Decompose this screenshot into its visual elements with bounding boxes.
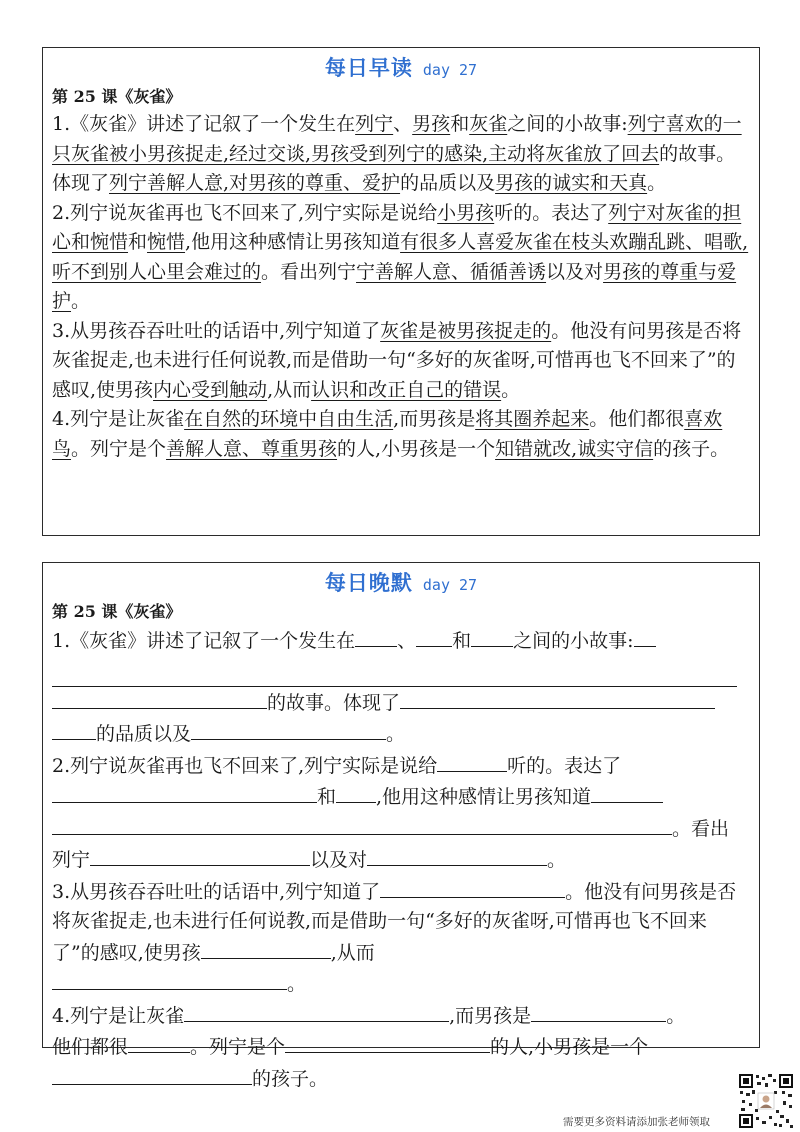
morning-body bbox=[52, 110, 751, 464]
fill-blank[interactable] bbox=[437, 750, 507, 772]
fill-blank[interactable] bbox=[531, 1000, 666, 1022]
fill-blank[interactable] bbox=[634, 625, 656, 647]
answer: 惋惜 bbox=[147, 231, 186, 253]
fill-blank[interactable] bbox=[355, 625, 397, 647]
fill-blank[interactable] bbox=[52, 781, 317, 803]
fill-blank[interactable] bbox=[52, 687, 267, 709]
fill-blank[interactable] bbox=[201, 937, 331, 959]
answer: 宁善解人意、循循善诱 bbox=[356, 260, 547, 283]
evening-paragraph-4: 4.列宁是让灰雀 ,而男孩是 。 bbox=[52, 1000, 751, 1032]
fill-blank[interactable] bbox=[367, 844, 547, 866]
fill-blank[interactable] bbox=[52, 968, 287, 990]
qr-code-icon bbox=[738, 1073, 794, 1129]
answer: 男孩的尊重与爱护 bbox=[52, 260, 737, 312]
evening-paragraph-1: 1.《灰雀》讲述了记叙了一个发生在 、 和 之间的小故事: bbox=[52, 625, 751, 657]
fill-blank[interactable] bbox=[285, 1031, 490, 1053]
fill-blank[interactable] bbox=[52, 813, 672, 835]
morning-paragraph-2: 2.列宁说灰雀再也飞不回来了,列宁实际是说给小男孩听的。表达了列宁对灰雀的担心和惋惜和惋惜,他用这种感情让男孩知道有很多人喜爱灰雀在枝头欢蹦乱跳、唱歌,听不到别人心里会难过的。看出列宁宁善解人意、循循善诱以及对男孩的尊重与爱护。 bbox=[52, 201, 749, 312]
fill-blank[interactable] bbox=[471, 625, 513, 647]
morning-reading-card bbox=[42, 47, 760, 536]
morning-paragraph-3: 3.从男孩吞吞吐吐的话语中,列宁知道了灰雀是被男孩捉走的。他没有问男孩是否将灰雀捉走,也未进行任何说教,而是借助一句“多好的灰雀呀,可惜再也飞不回来了”的感叹,使男孩内心受到触动,从而认识和改正自己的错误。 bbox=[52, 319, 742, 401]
fill-blank[interactable] bbox=[128, 1031, 190, 1053]
fill-blank[interactable] bbox=[184, 1000, 449, 1022]
answer: 喜欢鸟 bbox=[52, 408, 723, 460]
fill-blank[interactable] bbox=[191, 718, 386, 740]
answer: 列宁对灰雀的担心和惋惜 bbox=[52, 201, 742, 253]
fill-blank-line[interactable] bbox=[52, 657, 737, 687]
answer: 列宁善解人意,对男孩的尊重、爱护 bbox=[109, 172, 401, 194]
answer: 善解人意、尊重男孩 bbox=[166, 437, 338, 460]
evening-body: 1.《灰雀》讲述了记叙了一个发生在 、 和 之间的小故事: 的故事。体现了 的品质以及 。 2.列宁说灰雀再也飞不回来了,列宁实际是说给 听的。表达了 和 ,他用这种感情让男孩知道 。看出 列宁 以及对 。 3.从男孩吞吞吐吐的话语中,列宁知道了 。他没有问男孩是否将灰雀捉走,也未进行任何说教,而是借助一句“多好的灰雀呀,可惜再也飞不回来了”的感叹,使男孩 ,从而 。 4.列宁是让灰雀 ,而男孩是 。 他们都很 。列宁是个 的人,小男孩是一个 的孩子。 bbox=[52, 625, 751, 1094]
footer-note: 需要更多资料请添加张老师领取 bbox=[563, 1116, 710, 1128]
answer: 列宁喜欢的一只灰雀被小男孩捉走,经过交谈,男孩受到列宁的感染,主动将灰雀放了回去 bbox=[52, 113, 742, 165]
answer: 知错就改,诚实守信 bbox=[495, 437, 654, 460]
evening-lesson-heading: 第 25 课《灰雀》 bbox=[52, 602, 182, 621]
answer: 将其圈养起来 bbox=[475, 408, 590, 430]
evening-title-text: 每日晚默 bbox=[324, 570, 413, 595]
answer: 内心受到触动 bbox=[153, 378, 268, 401]
answer: 列宁 bbox=[355, 113, 394, 135]
fill-blank[interactable] bbox=[591, 781, 663, 803]
morning-title bbox=[43, 54, 759, 82]
fill-blank[interactable] bbox=[416, 625, 452, 647]
answer: 男孩 bbox=[412, 113, 451, 135]
answer: 男孩的诚实和天真 bbox=[495, 172, 648, 194]
answer: 认识和改正自己的错误 bbox=[311, 378, 502, 401]
answer: 在自然的环境中自由生活 bbox=[184, 408, 394, 430]
morning-paragraph-4: 4.列宁是让灰雀在自然的环境中自由生活,而男孩是将其圈养起来。他们都很喜欢鸟。列宁是个善解人意、尊重男孩的人,小男孩是一个知错就改,诚实守信的孩子。 bbox=[52, 408, 730, 460]
evening-day-label: day 27 bbox=[422, 576, 478, 594]
morning-lesson-heading: 第 25 课《灰雀》 bbox=[52, 87, 182, 106]
answer: 小男孩 bbox=[437, 201, 495, 224]
fill-blank[interactable] bbox=[52, 718, 96, 740]
fill-blank[interactable] bbox=[90, 844, 310, 866]
fill-blank[interactable] bbox=[400, 687, 715, 709]
evening-title bbox=[43, 569, 759, 597]
fill-blank[interactable] bbox=[380, 876, 565, 898]
morning-paragraph-1: 1.《灰雀》讲述了记叙了一个发生在列宁、男孩和灰雀之间的小故事:列宁喜欢的一只灰雀被小男孩捉走,经过交谈,男孩受到列宁的感染,主动将灰雀放了回去的故事。体现了列宁善解人意,对男孩的尊重、爱护的品质以及男孩的诚实和天真。 bbox=[52, 113, 742, 194]
morning-day-label: day 27 bbox=[422, 61, 478, 79]
morning-title-text: 每日早读 bbox=[324, 55, 413, 80]
evening-paragraph-2: 2.列宁说灰雀再也飞不回来了,列宁实际是说给 听的。表达了 bbox=[52, 750, 751, 782]
answer: 有很多人喜爱灰雀在枝头欢蹦乱跳、唱歌,听不到别人心里会难过的 bbox=[52, 231, 749, 283]
fill-blank[interactable] bbox=[52, 1063, 252, 1085]
fill-blank[interactable] bbox=[336, 781, 376, 803]
evening-paragraph-3: 3.从男孩吞吞吐吐的话语中,列宁知道了 。他没有问男孩是否将灰雀捉走,也未进行任何说教,而是借助一句“多好的灰雀呀,可惜再也飞不回来了”的感叹,使男孩 ,从而 bbox=[52, 876, 751, 969]
answer: 灰雀 bbox=[469, 113, 508, 135]
evening-dictation-card bbox=[42, 562, 760, 1090]
answer: 灰雀是被男孩捉走的 bbox=[380, 319, 552, 342]
